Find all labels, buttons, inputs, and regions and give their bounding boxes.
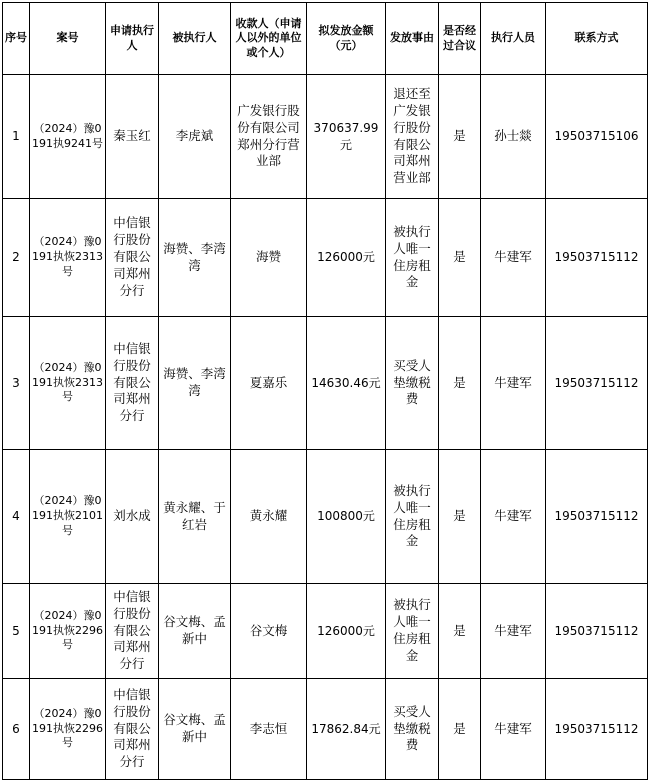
cell-applicant: 中信银行股份有限公司郑州分行 [106,199,159,317]
cell-contact: 19503715106 [546,75,648,199]
cell-meeting: 是 [439,75,481,199]
cell-applicant: 刘水成 [106,450,159,584]
header-case-no: 案号 [30,3,106,75]
cell-reason: 被执行人唯一住房租金 [386,450,439,584]
header-executor: 执行人员 [481,3,546,75]
cell-amount: 14630.46元 [307,317,386,450]
cell-meeting: 是 [439,584,481,679]
cell-respondent: 黄永耀、于红岩 [159,450,231,584]
header-meeting: 是否经过合议 [439,3,481,75]
cell-applicant: 中信银行股份有限公司郑州分行 [106,584,159,679]
cell-case-no: （2024）豫0191执9241号 [30,75,106,199]
cell-executor: 牛建军 [481,450,546,584]
cell-contact: 19503715112 [546,317,648,450]
cell-amount: 17862.84元 [307,679,386,780]
header-contact: 联系方式 [546,3,648,75]
cell-executor: 牛建军 [481,679,546,780]
cell-case-no: （2024）豫0191执恢2101号 [30,450,106,584]
header-reason: 发放事由 [386,3,439,75]
cell-case-no: （2024）豫0191执恢2296号 [30,679,106,780]
cell-payee: 广发银行股份有限公司郑州分行营业部 [231,75,307,199]
cell-executor: 牛建军 [481,584,546,679]
cell-case-no: （2024）豫0191执恢2313号 [30,317,106,450]
table-row [3,317,648,450]
cell-contact: 19503715112 [546,450,648,584]
payout-table [2,2,648,780]
cell-executor: 牛建军 [481,199,546,317]
cell-applicant: 秦玉红 [106,75,159,199]
table-row [3,199,648,317]
cell-reason: 被执行人唯一住房租金 [386,584,439,679]
cell-case-no: （2024）豫0191执恢2296号 [30,584,106,679]
cell-contact: 19503715112 [546,584,648,679]
cell-meeting: 是 [439,317,481,450]
cell-respondent: 海赞、李湾湾 [159,317,231,450]
cell-seq: 6 [3,679,30,780]
cell-payee: 海赞 [231,199,307,317]
cell-payee: 黄永耀 [231,450,307,584]
header-row [3,3,648,75]
cell-reason: 被执行人唯一住房租金 [386,199,439,317]
cell-applicant: 中信银行股份有限公司郑州分行 [106,679,159,780]
cell-meeting: 是 [439,450,481,584]
table-row [3,584,648,679]
table-row [3,75,648,199]
cell-respondent: 谷文梅、孟新中 [159,584,231,679]
cell-seq: 3 [3,317,30,450]
cell-executor: 孙士燚 [481,75,546,199]
cell-respondent: 海赞、李湾湾 [159,199,231,317]
cell-respondent: 李虎斌 [159,75,231,199]
cell-amount: 100800元 [307,450,386,584]
cell-payee: 李志恒 [231,679,307,780]
cell-payee: 夏嘉乐 [231,317,307,450]
table-row [3,679,648,780]
table-row [3,450,648,584]
cell-payee: 谷文梅 [231,584,307,679]
header-applicant: 申请执行人 [106,3,159,75]
cell-meeting: 是 [439,199,481,317]
cell-contact: 19503715112 [546,679,648,780]
cell-reason: 买受人垫缴税费 [386,317,439,450]
cell-seq: 1 [3,75,30,199]
cell-contact: 19503715112 [546,199,648,317]
cell-applicant: 中信银行股份有限公司郑州分行 [106,317,159,450]
cell-reason: 退还至广发银行股份有限公司郑州营业部 [386,75,439,199]
header-payee: 收款人（申请人以外的单位或个人） [231,3,307,75]
cell-reason: 买受人垫缴税费 [386,679,439,780]
header-respondent: 被执行人 [159,3,231,75]
header-seq: 序号 [3,3,30,75]
cell-executor: 牛建军 [481,317,546,450]
cell-amount: 126000元 [307,584,386,679]
cell-amount: 370637.99元 [307,75,386,199]
cell-case-no: （2024）豫0191执恢2313号 [30,199,106,317]
cell-meeting: 是 [439,679,481,780]
cell-amount: 126000元 [307,199,386,317]
cell-seq: 4 [3,450,30,584]
cell-seq: 5 [3,584,30,679]
header-amount: 拟发放金额（元） [307,3,386,75]
cell-respondent: 谷文梅、孟新中 [159,679,231,780]
cell-seq: 2 [3,199,30,317]
